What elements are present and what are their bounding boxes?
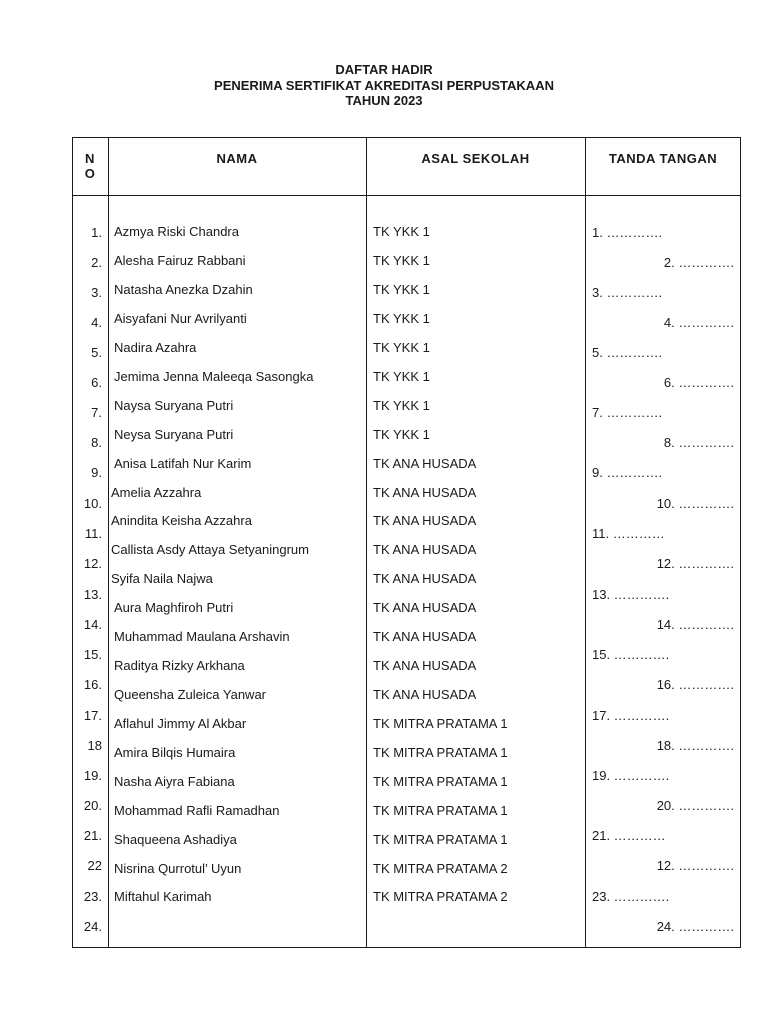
student-name: Aflahul Jimmy Al Akbar: [114, 716, 247, 731]
student-name: Aura Maghfiroh Putri: [114, 600, 234, 615]
signature-line: 3. ………….: [592, 285, 663, 300]
student-name: Azmya Riski Chandra: [114, 224, 239, 239]
row-number: 11.: [84, 526, 102, 541]
school-name: TK YKK 1: [373, 427, 430, 442]
student-name: Jemima Jenna Maleeqa Sasongka: [114, 369, 314, 384]
row-number: 8.: [91, 435, 102, 450]
student-name: Raditya Rizky Arkhana: [114, 658, 245, 673]
signature-line: 15. ………….: [592, 647, 670, 662]
row-number: 2.: [91, 255, 102, 270]
student-name: Mohammad Rafli Ramadhan: [114, 803, 280, 818]
header-asal-sekolah: ASAL SEKOLAH: [421, 151, 530, 166]
signature-line: 5. ………….: [592, 345, 663, 360]
header-no: [72, 151, 108, 181]
student-name: Natasha Anezka Dzahin: [114, 282, 253, 297]
student-name: Naysa Suryana Putri: [114, 398, 234, 413]
row-number: 21.: [83, 828, 102, 843]
row-number: 6.: [91, 375, 102, 390]
signature-line: 7. ………….: [592, 405, 663, 420]
student-name: Amelia Azzahra: [111, 485, 202, 500]
row-number: 14.: [83, 617, 102, 632]
header-no-line-2: O: [84, 166, 96, 181]
column-divider-3: [585, 137, 586, 948]
row-number: 10.: [83, 496, 102, 511]
school-name: TK YKK 1: [373, 340, 430, 355]
student-name: Anisa Latifah Nur Karim: [114, 456, 252, 471]
signature-line: 12. ………….: [656, 556, 734, 571]
signature-line: 19. ………….: [592, 768, 670, 783]
school-name: TK ANA HUSADA: [373, 687, 477, 702]
row-number: 19.: [83, 768, 102, 783]
school-name: TK MITRA PRATAMA 1: [373, 716, 508, 731]
row-number: 20.: [83, 798, 102, 813]
school-name: TK ANA HUSADA: [373, 600, 477, 615]
signature-line: 10. ………….: [656, 496, 734, 511]
row-number: 7.: [91, 405, 102, 420]
school-name: TK YKK 1: [373, 369, 430, 384]
signature-line: 8. ………….: [663, 435, 734, 450]
student-name: Amira Bilqis Humaira: [114, 745, 236, 760]
signature-line: 6. ………….: [663, 375, 734, 390]
title-line-2: PENERIMA SERTIFIKAT AKREDITASI PERPUSTAKAAN: [214, 78, 554, 93]
column-divider-1: [108, 137, 109, 948]
student-name: Syifa Naila Najwa: [111, 571, 213, 586]
header-divider: [72, 195, 741, 196]
signature-line: 4. ………….: [663, 315, 734, 330]
school-name: TK ANA HUSADA: [373, 542, 477, 557]
signature-line: 2. ………….: [663, 255, 734, 270]
school-name: TK YKK 1: [373, 398, 430, 413]
student-name: Aisyafani Nur Avrilyanti: [114, 311, 247, 326]
signature-line: 9. ………….: [592, 465, 663, 480]
header-no-line-1: N: [85, 151, 95, 166]
student-name: Shaqueena Ashadiya: [114, 832, 237, 847]
school-name: TK YKK 1: [373, 253, 430, 268]
row-number: 17.: [83, 708, 102, 723]
row-number: 12.: [83, 556, 102, 571]
signature-line: 18. ………….: [656, 738, 734, 753]
school-name: TK MITRA PRATAMA 2: [373, 889, 508, 904]
column-divider-2: [366, 137, 367, 948]
row-number: 16.: [83, 677, 102, 692]
signature-line: 20. ………….: [656, 798, 734, 813]
row-number: 13.: [83, 587, 102, 602]
school-name: TK YKK 1: [373, 311, 430, 326]
student-name: Queensha Zuleica Yanwar: [114, 687, 267, 702]
school-name: TK MITRA PRATAMA 1: [373, 774, 508, 789]
signature-line: 24. ………….: [656, 919, 734, 934]
row-number: 3.: [91, 285, 102, 300]
school-name: TK ANA HUSADA: [373, 658, 477, 673]
title-line-1: DAFTAR HADIR: [335, 62, 433, 77]
student-name: Nadira Azahra: [114, 340, 197, 355]
row-number: 5.: [91, 345, 102, 360]
student-name: Callista Asdy Attaya Setyaningrum: [111, 542, 309, 557]
row-number: 4.: [91, 315, 102, 330]
signature-line: 14. ………….: [656, 617, 734, 632]
student-name: Anindita Keisha Azzahra: [111, 513, 252, 528]
school-name: TK YKK 1: [373, 282, 430, 297]
row-number: 23.: [83, 889, 102, 904]
student-name: Nisrina Qurrotul’ Uyun: [114, 861, 242, 876]
school-name: TK ANA HUSADA: [373, 629, 477, 644]
signature-line: 16. ………….: [656, 677, 734, 692]
signature-line: 1. ………….: [592, 225, 663, 240]
signature-line: 23. ………….: [592, 889, 670, 904]
school-name: TK YKK 1: [373, 224, 430, 239]
school-name: TK MITRA PRATAMA 1: [373, 803, 508, 818]
school-name: TK ANA HUSADA: [373, 456, 477, 471]
school-name: TK MITRA PRATAMA 2: [373, 861, 508, 876]
row-number: 22: [87, 858, 102, 873]
signature-line: 13. ………….: [592, 587, 670, 602]
signature-line: 21. …………: [592, 828, 666, 843]
header-tanda-tangan: TANDA TANGAN: [608, 151, 718, 166]
row-number: 24.: [83, 919, 102, 934]
student-name: Miftahul Karimah: [114, 889, 212, 904]
signature-line: 17. ………….: [592, 708, 670, 723]
row-number: 15.: [83, 647, 102, 662]
student-name: Neysa Suryana Putri: [114, 427, 234, 442]
school-name: TK ANA HUSADA: [373, 485, 477, 500]
school-name: TK ANA HUSADA: [373, 571, 477, 586]
student-name: Nasha Aiyra Fabiana: [114, 774, 235, 789]
title-line-3: TAHUN 2023: [345, 93, 423, 108]
school-name: TK ANA HUSADA: [373, 513, 477, 528]
signature-line: 12. ………….: [656, 858, 734, 873]
school-name: TK MITRA PRATAMA 1: [373, 745, 508, 760]
row-number: 9.: [91, 465, 102, 480]
school-name: TK MITRA PRATAMA 1: [373, 832, 508, 847]
student-name: Muhammad Maulana Arshavin: [114, 629, 290, 644]
student-name: Alesha Fairuz Rabbani: [114, 253, 246, 268]
row-number: 18: [87, 738, 102, 753]
header-nama: NAMA: [216, 151, 258, 166]
row-number: 1.: [91, 225, 102, 240]
signature-line: 11. …………: [592, 526, 665, 541]
